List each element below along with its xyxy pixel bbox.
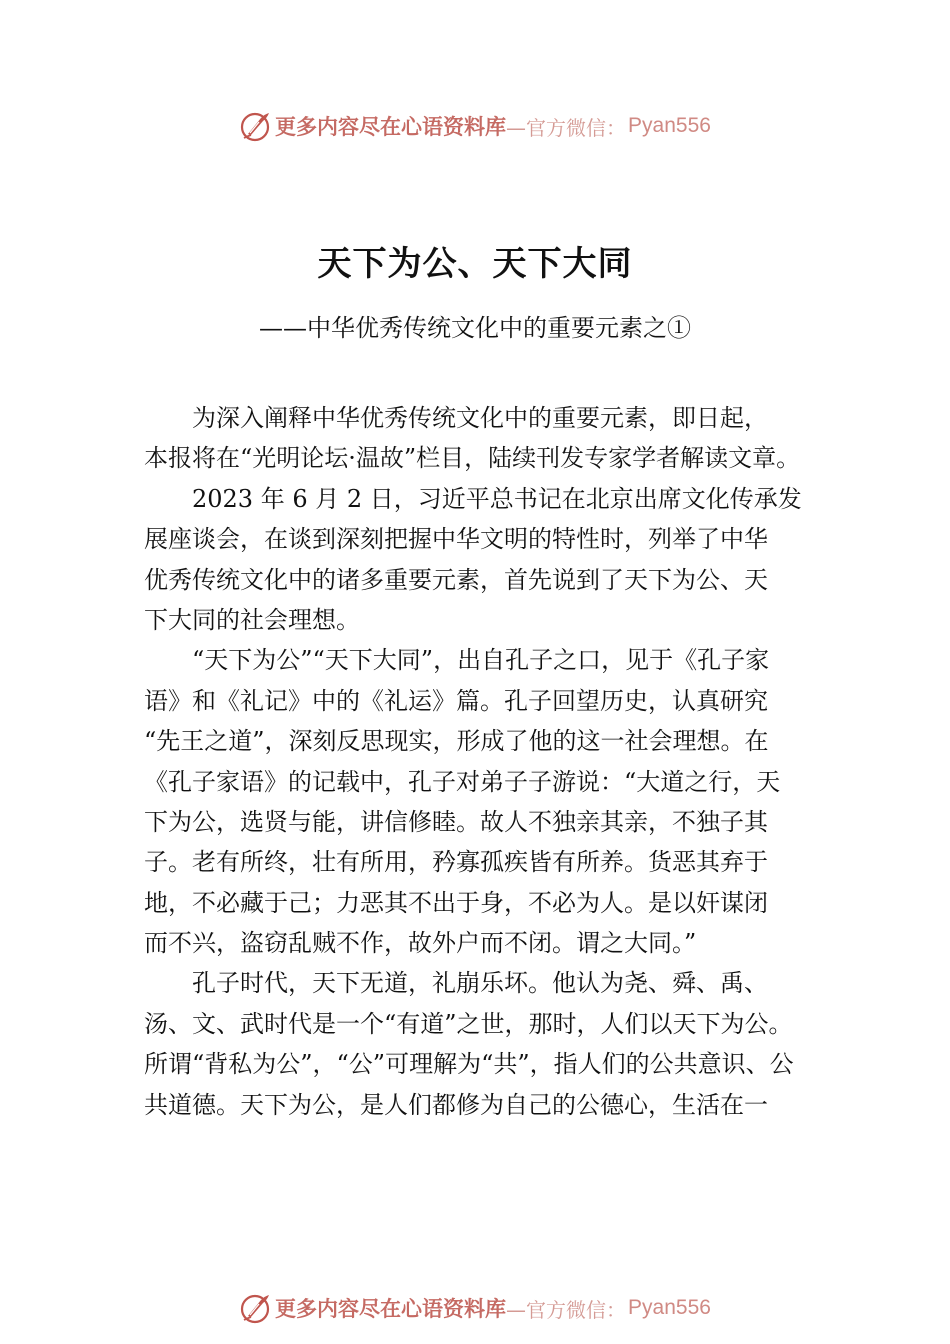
body-line: 本报将在“光明论坛·温故”栏目，陆续刊发专家学者解读文章。 (144, 444, 801, 473)
banner-brand-text: 更多内容尽在心语资料库 (275, 1296, 507, 1321)
body-line: 为深入阐释中华优秀传统文化中的重要元素，即日起， (192, 404, 768, 432)
quill-pen-logo-icon (239, 1291, 273, 1325)
banner-brand-text: 更多内容尽在心语资料库 (275, 114, 507, 139)
body-line: 子。老有所终，壮有所用，矜寡孤疾皆有所养。货恶其弃于 (144, 848, 768, 877)
body-line: 共道德。天下为公，是人们都修为自己的公德心，生活在一 (144, 1090, 768, 1119)
banner-official-text: —官方微信： (506, 1297, 627, 1322)
body-line: 而不兴，盗窃乱贼不作，故外户而不闭。谓之大同。” (144, 929, 697, 958)
body-line: “先王之道”，深刻反思现实，形成了他的这一社会理想。在 (144, 727, 769, 756)
body-line: 所谓“背私为公”，“公”可理解为“共”，指人们的公共意识、公 (144, 1050, 794, 1079)
article-body (144, 398, 816, 1125)
body-line: 展座谈会，在谈到深刻把握中华文明的特性时，列举了中华 (144, 525, 768, 554)
quill-pen-logo-icon (239, 109, 273, 143)
body-line: 2023 年 6 月 2 日，习近平总书记在北京出席文化传承发 (192, 484, 802, 513)
banner-wechat-id: Pyan556 (628, 114, 711, 137)
body-line: 下大同的社会理想。 (144, 605, 360, 634)
footer-banner (0, 1288, 950, 1328)
body-line: 《孔子家语》的记载中，孔子对弟子子游说：“大道之行，天 (144, 767, 781, 796)
body-line: 下为公，选贤与能，讲信修睦。故人不独亲其亲，不独子其 (144, 807, 768, 836)
body-line: 孔子时代，天下无道，礼崩乐坏。他认为尧、舜、禹、 (192, 969, 768, 998)
banner-wechat-id: Pyan556 (628, 1296, 711, 1319)
banner-official-text: —官方微信： (506, 115, 627, 140)
body-line: 地，不必藏于己；力恶其不出于身，不必为人。是以奸谋闭 (144, 888, 768, 917)
body-line: 优秀传统文化中的诸多重要元素，首先说到了天下为公、天 (144, 565, 768, 594)
article-subtitle: ——中华优秀传统文化中的重要元素之① (259, 314, 691, 342)
body-line: 汤、文、武时代是一个“有道”之世，那时，人们以天下为公。 (144, 1009, 793, 1038)
article-title: 天下为公、天下大同 (317, 244, 633, 284)
body-line: 语》和《礼记》中的《礼运》篇。孔子回望历史，认真研究 (144, 686, 768, 715)
header-banner (0, 106, 950, 146)
body-line: “天下为公”“天下大同”，出自孔子之口，见于《孔子家 (192, 646, 770, 675)
